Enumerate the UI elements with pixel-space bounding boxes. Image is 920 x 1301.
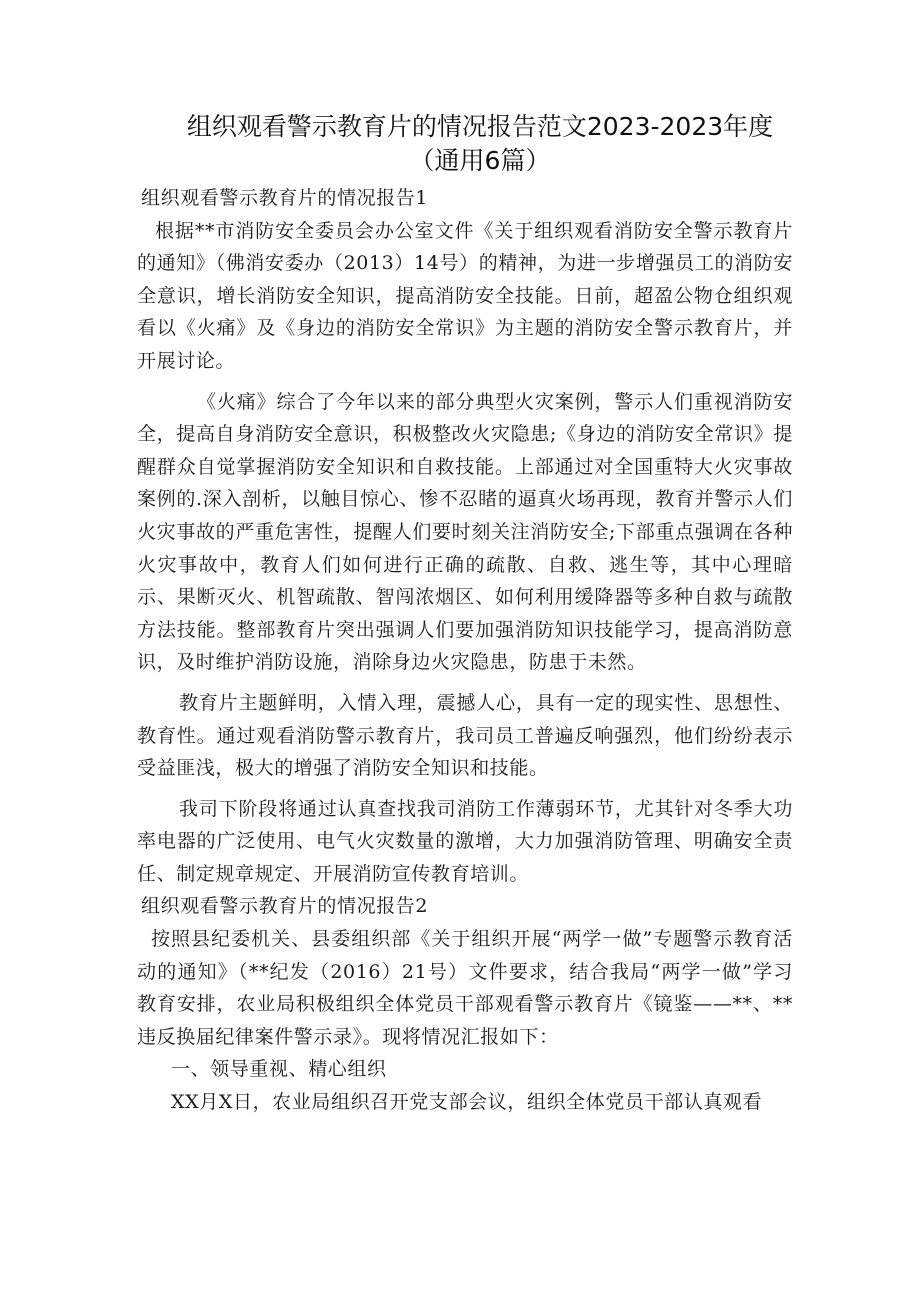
paragraph-spacer — [137, 785, 793, 793]
report-1-paragraph-3: 教育片主题鲜明，入情入理，震撼人心，具有一定的现实性、思想性、教育性。通过观看消防警示教育片，我司员工普遍反响强烈，他们纷纷表示受益匪浅，极大的增强了消防安全知识和技能。 — [137, 691, 793, 780]
report-1-paragraph-2: 《火痛》综合了今年以来的部分典型火灾案例，警示人们重视消防安全，提高自身消防安全意识，积极整改火灾隐患;《身边的消防安全常识》提醒群众自觉掌握消防安全知识和自救技能。上部通过对全国重特大火灾事故案例的.深入剖析，以触目惊心、惨不忍睹的逼真火场再现，教育并警示人们火灾事故的严重危害性，提醒人们要时刻关注消防安全;下部重点强调在各种火灾事故中，教育人们如何进行正确的疏散、自救、逃生等，其中心理暗示、果断灭火、机智疏散、智闯浓烟区、如何利用缓降器等多种自救与疏散方法技能。整部教育片突出强调人们要加强消防知识技能学习，提高消防意识，及时维护消防设施，消除身边火灾隐患，防患于未然。 — [137, 390, 793, 674]
report-2-heading: 组织观看警示教育片的情况报告2 — [141, 895, 429, 918]
paragraph-spacer — [137, 679, 793, 687]
report-2-paragraph-2: XX月X日，农业局组织召开党支部会议，组织全体党员干部认真观看 — [171, 1091, 763, 1114]
document-title-line-2: （通用6篇） — [409, 146, 551, 175]
report-2-paragraph-1: 按照县纪委机关、县委组织部《关于组织开展“两学一做”专题警示教育活动的通知》（**纪发（2016）21号）文件要求，结合我局“两学一做”学习教育安排，农业局积极组织全体党员干部观看警示教育片《镜鉴——**、**违反换届纪律案件警示录》。现将情况汇报如下： — [137, 928, 793, 1048]
report-1-heading: 组织观看警示教育片的情况报告1 — [141, 187, 429, 209]
paragraph-spacer — [137, 378, 793, 386]
document-body — [137, 182, 793, 1119]
report-1-paragraph-1: 根据**市消防安全委员会办公室文件《关于组织观看消防安全警示教育片的通知》（佛消安委办（2013）14号）的精神，为进一步增强员工的消防安全意识，增长消防安全知识，提高消防安全技能。日前，超盈公物仓组织观看以《火痛》及《身边的消防安全常识》为主题的消防安全警示教育片，并开展讨论。 — [137, 219, 793, 372]
report-1-paragraph-4: 我司下阶段将通过认真查找我司消防工作薄弱环节，尤其针对冬季大功率电器的广泛使用、电气火灾数量的激增，大力加强消防管理、明确安全责任、制定规章规定、开展消防宣传教育培训。 — [137, 797, 793, 885]
document-title-line-1: 组织观看警示教育片的情况报告范文2023-2023年度 — [186, 112, 774, 141]
report-2-section-1-heading: 一、领导重视、精心组织 — [171, 1058, 387, 1081]
